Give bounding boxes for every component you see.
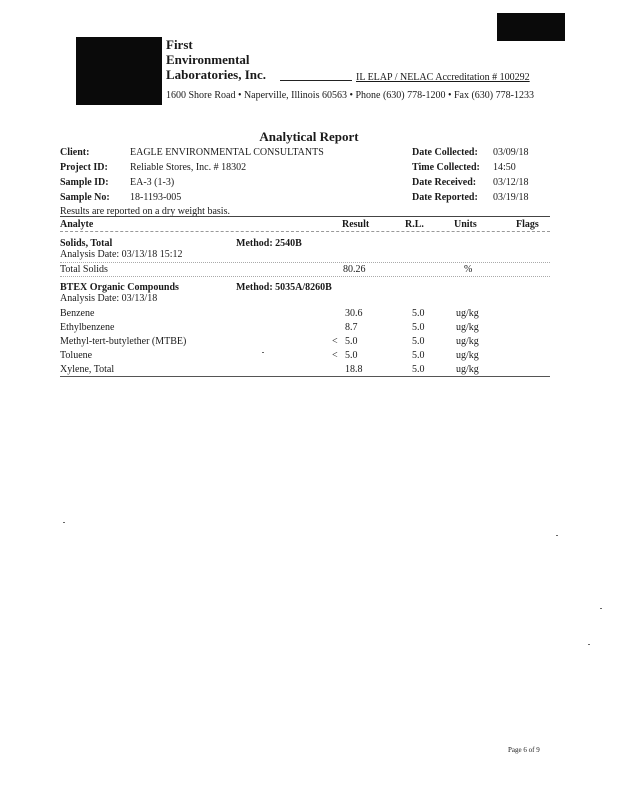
- dry-weight-note: Results are reported on a dry weight basis.: [60, 206, 230, 217]
- date-received-label: Date Received:: [412, 177, 477, 188]
- table-row-rl: 5.0: [412, 350, 425, 361]
- date-received-value: 03/12/18: [493, 177, 529, 188]
- section-divider: [60, 262, 550, 263]
- sample-no-label: Sample No:: [60, 192, 110, 203]
- redaction-box: [497, 13, 565, 41]
- date-collected-value: 03/09/18: [493, 147, 529, 158]
- table-row-analyte: Xylene, Total: [60, 364, 115, 375]
- time-collected-value: 14:50: [493, 162, 516, 173]
- header-bottom-rule: [60, 231, 550, 232]
- section-method: Method: 2540B: [236, 238, 302, 249]
- company-address: 1600 Shore Road • Naperville, Illinois 60563 • Phone (630) 778-1200 • Fax (630) 778-1233: [166, 90, 534, 101]
- table-bottom-rule: [60, 376, 550, 377]
- column-header-flags: Flags: [516, 219, 539, 230]
- table-row-result: 30.6: [345, 308, 363, 319]
- table-row-analyte: Benzene: [60, 308, 95, 319]
- company-name-line2: Environmental: [166, 52, 250, 67]
- table-row-rl: 5.0: [412, 364, 425, 375]
- table-row-rl: 5.0: [412, 308, 425, 319]
- company-logo: [76, 37, 162, 105]
- table-row-qualifier: <: [332, 336, 338, 347]
- client-value: EAGLE ENVIRONMENTAL CONSULTANTS: [130, 147, 324, 158]
- page-title: Analytical Report: [259, 129, 359, 144]
- table-row-rl: 5.0: [412, 336, 425, 347]
- analysis-date: Analysis Date: 03/13/18 15:12: [60, 249, 183, 260]
- table-row-result: 5.0: [345, 336, 358, 347]
- column-header-result: Result: [342, 219, 370, 230]
- table-row-rl: 5.0: [412, 322, 425, 333]
- table-row-result: 18.8: [345, 364, 363, 375]
- page-number: Page 6 of 9: [508, 746, 540, 754]
- table-row-units: %: [464, 264, 473, 275]
- company-name-line1: First: [166, 37, 193, 52]
- date-collected-label: Date Collected:: [412, 147, 478, 158]
- date-reported-value: 03/19/18: [493, 192, 529, 203]
- table-row-qualifier: <: [332, 350, 338, 361]
- table-row-units: ug/kg: [456, 322, 479, 333]
- scan-speck: [63, 522, 65, 523]
- time-collected-label: Time Collected:: [412, 162, 480, 173]
- sample-id-value: EA-3 (1-3): [130, 177, 175, 188]
- section-title: BTEX Organic Compounds: [60, 282, 179, 293]
- sample-id-label: Sample ID:: [60, 177, 109, 188]
- table-row-result: 8.7: [345, 322, 358, 333]
- analysis-date: Analysis Date: 03/13/18: [60, 293, 158, 304]
- scan-speck: [262, 352, 264, 353]
- accreditation: IL ELAP / NELAC Accreditation # 100292: [356, 72, 530, 83]
- sample-no-value: 18-1193-005: [130, 192, 182, 203]
- table-row-result: 5.0: [345, 350, 358, 361]
- table-row-units: ug/kg: [456, 350, 479, 361]
- table-row-analyte: Ethylbenzene: [60, 322, 115, 333]
- date-reported-label: Date Reported:: [412, 192, 478, 203]
- row-divider: [60, 276, 550, 277]
- section-method: Method: 5035A/8260B: [236, 282, 332, 293]
- column-header-rl: R.L.: [405, 219, 424, 230]
- company-name: [166, 37, 250, 67]
- scan-speck: [588, 644, 590, 645]
- section-title: Solids, Total: [60, 238, 113, 249]
- header-rule: [280, 80, 352, 81]
- table-row-result: 80.26: [343, 264, 366, 275]
- table-row-units: ug/kg: [456, 364, 479, 375]
- scan-speck: [600, 608, 602, 609]
- table-row-analyte: Total Solids: [60, 264, 108, 275]
- company-name-line3: Laboratories, Inc.: [166, 67, 267, 82]
- column-header-analyte: Analyte: [60, 219, 94, 230]
- table-row-analyte: Methyl-tert-butylether (MTBE): [60, 336, 187, 347]
- client-label: Client:: [60, 147, 90, 158]
- column-header-units: Units: [454, 219, 477, 230]
- table-row-units: ug/kg: [456, 308, 479, 319]
- table-row-units: ug/kg: [456, 336, 479, 347]
- project-id-label: Project ID:: [60, 162, 108, 173]
- header-top-rule: [60, 216, 550, 217]
- project-id-value: Reliable Stores, Inc. # 18302: [130, 162, 247, 173]
- scan-speck: [556, 535, 558, 536]
- table-row-analyte: Toluene: [60, 350, 93, 361]
